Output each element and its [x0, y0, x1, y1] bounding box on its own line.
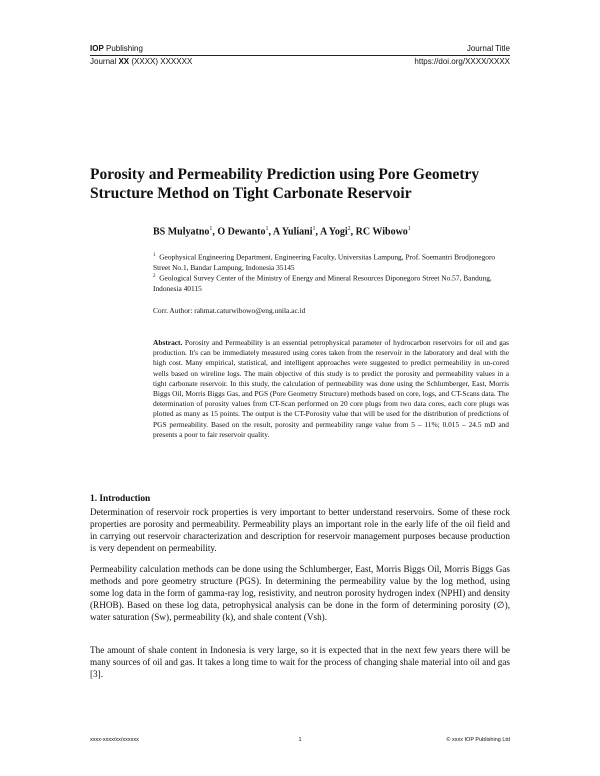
- author-separator: ,: [268, 226, 273, 238]
- corresponding-author: Corr. Author: rahmat.caturwibowo@eng.unila.ac.id: [153, 306, 306, 315]
- author-separator: ,: [212, 226, 218, 238]
- author-separator: ,: [315, 226, 320, 238]
- author-name: RC Wibowo: [355, 226, 408, 238]
- affiliation-1: $^1$ Geophysical Engineering Department, Engineering Faculty, Universitas Lampung, Prof. Soemantri Brodjonegoro Street No.1, Bandar Lampung, Indonesia 35145: [153, 252, 496, 272]
- journal-reference: Journal XX (XXXX) XXXXXX: [90, 57, 193, 66]
- paragraph: Determination of reservoir rock properties is very important to better understand reservoirs. Some of these rock properties are porosity and permeability. Permeability plays an important role in the early life of the oil field and in carrying out reservoir characterization and description for reservoir management purposes because production is very dependent on permeability.: [90, 507, 510, 553]
- footer-issn: xxxx-xxxx/xx/xxxxxx: [90, 737, 139, 743]
- paragraph: The amount of shale content in Indonesia is very large, so it is expected that in the next few years there will be many sources of oil and gas. It takes a long time to wait for the process of changing shale material into oil and gas [3].: [90, 645, 510, 679]
- author-name: O Dewanto: [217, 226, 266, 238]
- author-affiliation-mark: 1: [209, 226, 213, 232]
- abstract: [153, 338, 509, 440]
- author-name: A Yuliani: [272, 226, 313, 238]
- author-name: A Yogi: [319, 226, 348, 238]
- header-rule: [90, 55, 510, 56]
- author-affiliation-mark: 2: [347, 226, 351, 232]
- author-affiliation-mark: 1: [407, 226, 411, 232]
- section-heading: 1. Introduction: [90, 494, 151, 504]
- author-separator: ,: [350, 226, 356, 238]
- paper-title: Porosity and Permeability Prediction using Pore Geometry Structure Method on Tight Carbonate Reservoir: [90, 166, 480, 202]
- author-affiliation-mark: 1: [265, 226, 269, 232]
- author-name: BS Mulyatno: [153, 226, 210, 238]
- footer-copyright: © xxxx IOP Publishing Ltd: [446, 737, 510, 743]
- abstract-label: Abstract.: [153, 338, 183, 347]
- abstract-text: Porosity and Permeability is an essential petrophysical parameter of hydrocarbon reservoirs for oil and gas production. It's can be immediately measured using cores taken from the reservoir in the laboratory and deal with the high cost. Many empirical, statistical, and intelligent approaches were suggested to predict permeability in un-cored wells based on wireline logs. The main objective of this study is to predict the porosity and permeability values in a tight carbonate reservoir. In this study, the calculation of permeability was done using the Schlumberger, East, Morris Biggs Oil, Morris Biggs Gas, and PGS (Pore Geometry Structure) methods based on core, logs, and CT-Scans data. The determination of porosity values from CT-Scan performed on 20 core plugs from two data cores, each core plugs was plotted as many as 15 points. The output is the CT-Porosity value that will be used for the distribution of predictions of PGS permeability. Based on the result, porosity and permeability range value from 5 – 11%; 0.015 – 24.5 mD and presents a poor to fair reservoir quality.: [153, 338, 509, 439]
- doi-link[interactable]: https://doi.org/XXXX/XXXX: [414, 57, 510, 66]
- journal-title: Journal Title: [466, 44, 510, 53]
- page-number: 1: [298, 737, 302, 743]
- author-affiliation-mark: 1: [312, 226, 316, 232]
- paragraph: Permeability calculation methods can be done using the Schlumberger, East, Morris Biggs Oil, Morris Biggs Gas methods and pore geometry structure (PGS). In determining the permeability value by the log method, using some log data in the form of gamma-ray log, resistivity, and neutron porosity hydrogen index (NPHI) and density (RHOB). Based on these log data, petrophysical analysis can be done in the form of determining porosity (∅), water saturation (Sw), permeability (k), and shale content (Vsh).: [90, 564, 510, 622]
- affiliation-2: $^2$ Geological Survey Center of the Ministry of Energy and Mineral Resources Diponegoro Street No.57, Bandung, Indonesia 40115: [153, 273, 492, 293]
- author-list: [153, 226, 411, 237]
- publisher-name: IOP Publishing: [90, 44, 143, 53]
